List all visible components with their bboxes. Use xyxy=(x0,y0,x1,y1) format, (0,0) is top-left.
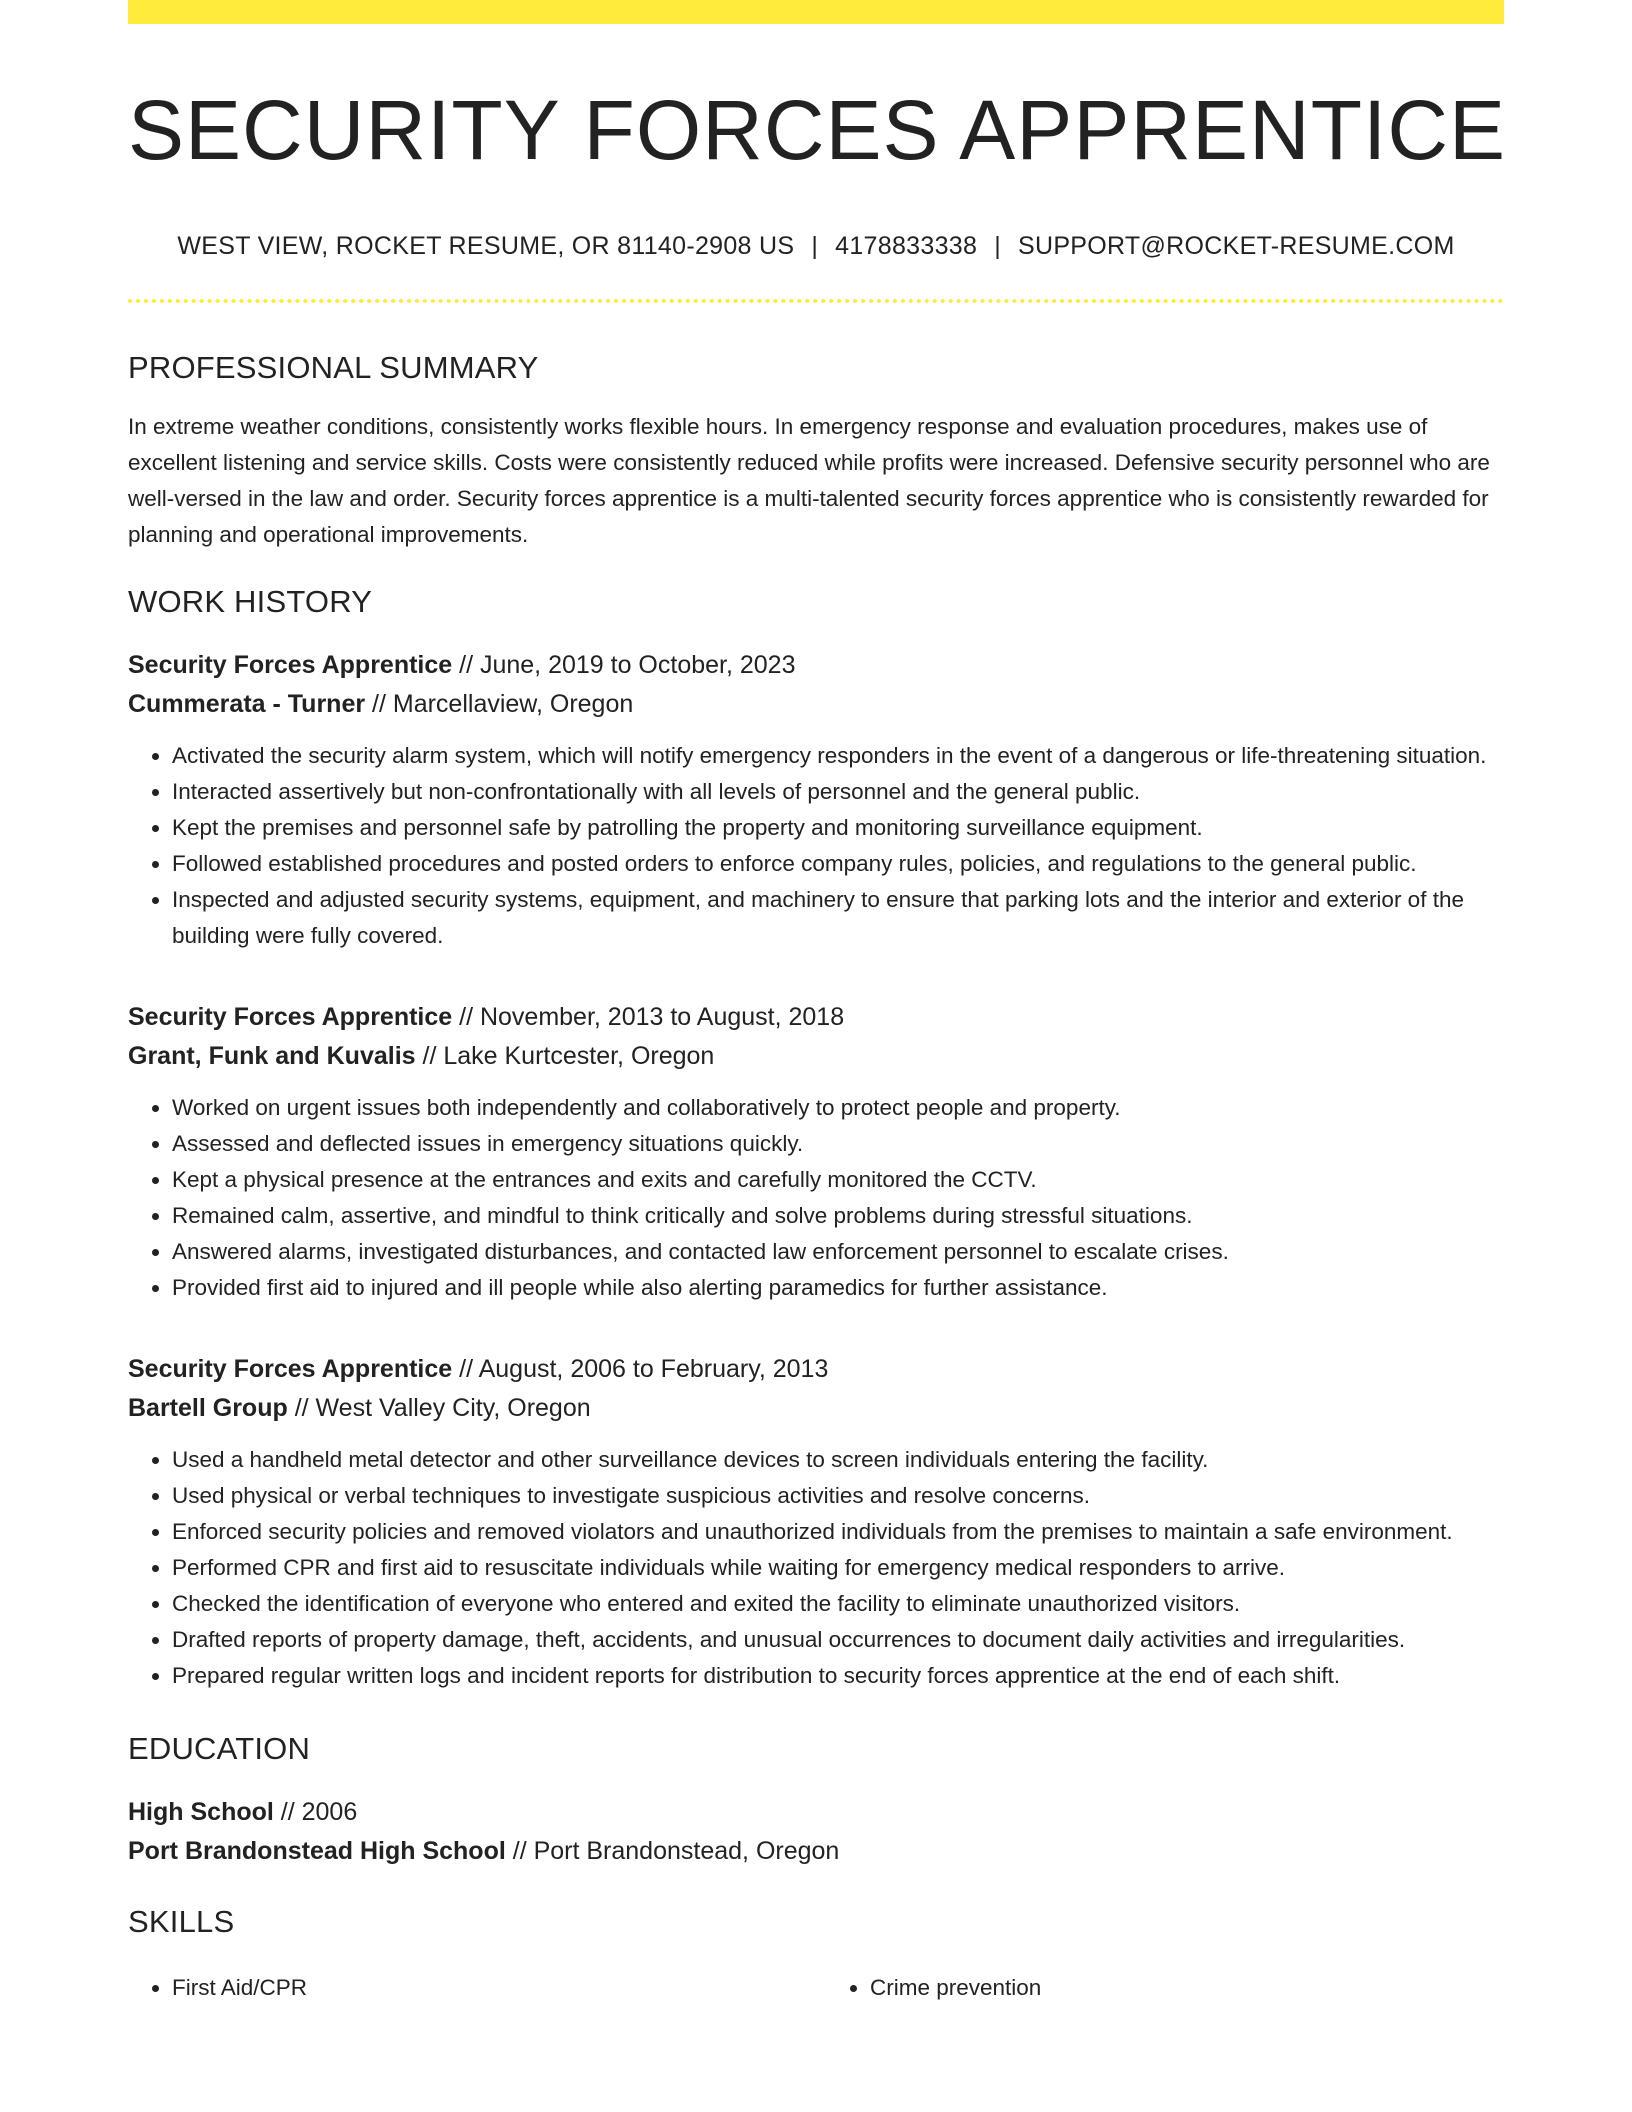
work-history-heading: WORK HISTORY xyxy=(128,583,373,619)
summary-heading: PROFESSIONAL SUMMARY xyxy=(128,350,539,386)
resume-name: SECURITY FORCES APPRENTICE xyxy=(128,83,1507,177)
job-bullet: • Kept a physical presence at the entrances and exits and carefully monitored the CCTV. xyxy=(172,1162,1504,1198)
job-entry xyxy=(128,646,1504,954)
job-role: Security Forces Apprentice xyxy=(128,1354,453,1383)
job-company: Cummerata - Turner xyxy=(128,689,366,718)
job-bullet: • Used a handheld metal detector and other surveillance devices to screen individuals entering the facility. xyxy=(172,1442,1504,1478)
education-location: // Port Brandonstead, Oregon xyxy=(505,1836,840,1865)
job-bullet: • Performed CPR and first aid to resuscitate individuals while waiting for emergency medical responders to arrive. xyxy=(172,1550,1504,1586)
education-entry xyxy=(128,1793,1504,1871)
job-bullet: • Prepared regular written logs and incident reports for distribution to security forces apprentice at the end of each shift. xyxy=(172,1658,1504,1694)
job-bullet: • Checked the identification of everyone who entered and exited the facility to eliminate unauthorized visitors. xyxy=(172,1586,1504,1622)
summary-text: In extreme weather conditions, consistently works flexible hours. In emergency response and evaluation procedures, makes use of excellent listening and service skills. Costs were consistently reduced while profits were increased. Defensive security personnel who are well-versed in the law and order. Security forces apprentice is a multi-talented security forces apprentice who is consistently rewarded for planning and operational improvements. xyxy=(128,413,1490,547)
job-company-line xyxy=(128,1389,1504,1428)
education-school: Port Brandonstead High School xyxy=(128,1836,506,1865)
resume-page xyxy=(128,0,1507,2006)
top-accent-bar xyxy=(128,0,1504,24)
skill-item: • First Aid/CPR xyxy=(172,1970,806,2006)
skills-grid xyxy=(128,1970,1504,2006)
contact-line xyxy=(128,232,1504,261)
contact-email: SUPPORT@ROCKET-RESUME.COM xyxy=(1017,232,1455,261)
job-bullet: • Followed established procedures and posted orders to enforce company rules, policies, and regulations to the general public. xyxy=(172,846,1504,882)
contact-address: WEST VIEW, ROCKET RESUME, OR 81140-2908 US xyxy=(177,232,795,261)
job-bullet: • Remained calm, assertive, and mindful to think critically and solve problems during stressful situations. xyxy=(172,1198,1504,1234)
skills-list-right xyxy=(826,1970,1504,2006)
education-degree-line xyxy=(128,1793,1504,1832)
job-bullet: • Drafted reports of property damage, theft, accidents, and unusual occurrences to document daily activities and irregularities. xyxy=(172,1622,1504,1658)
job-entry xyxy=(128,1350,1504,1694)
job-company: Grant, Funk and Kuvalis xyxy=(128,1041,416,1070)
job-title-line xyxy=(128,1350,1504,1389)
job-company: Bartell Group xyxy=(128,1393,288,1422)
job-role: Security Forces Apprentice xyxy=(128,650,453,679)
job-location: // West Valley City, Oregon xyxy=(287,1393,591,1422)
contact-separator: | xyxy=(811,232,819,261)
job-dates: // August, 2006 to February, 2013 xyxy=(452,1354,829,1383)
job-bullets xyxy=(128,1090,1504,1306)
job-location: // Marcellaview, Oregon xyxy=(365,689,634,718)
education-heading: EDUCATION xyxy=(128,1730,311,1766)
job-bullet: • Worked on urgent issues both independently and collaboratively to protect people and property. xyxy=(172,1090,1504,1126)
job-bullet: • Kept the premises and personnel safe by patrolling the property and monitoring surveillance equipment. xyxy=(172,810,1504,846)
job-entry xyxy=(128,998,1504,1306)
contact-phone: 4178833338 xyxy=(835,232,978,261)
job-dates: // November, 2013 to August, 2018 xyxy=(452,1002,845,1031)
job-title-line xyxy=(128,998,1504,1037)
job-dates: // June, 2019 to October, 2023 xyxy=(452,650,796,679)
skills-heading: SKILLS xyxy=(128,1903,235,1939)
job-bullets xyxy=(128,738,1504,954)
job-bullet: • Interacted assertively but non-confrontationally with all levels of personnel and the general public. xyxy=(172,774,1504,810)
education-year: // 2006 xyxy=(273,1797,358,1826)
job-bullet: • Activated the security alarm system, which will notify emergency responders in the event of a dangerous or life-threatening situation. xyxy=(172,738,1504,774)
job-bullets xyxy=(128,1442,1504,1694)
skills-list-left xyxy=(128,1970,806,2006)
job-bullet: • Provided first aid to injured and ill people while also alerting paramedics for further assistance. xyxy=(172,1270,1504,1306)
job-title-line xyxy=(128,646,1504,685)
job-location: // Lake Kurtcester, Oregon xyxy=(415,1041,715,1070)
job-bullet: • Enforced security policies and removed violators and unauthorized individuals from the premises to maintain a safe environment. xyxy=(172,1514,1504,1550)
job-bullet: • Inspected and adjusted security systems, equipment, and machinery to ensure that parking lots and the interior and exterior of the building were fully covered. xyxy=(172,882,1504,954)
job-role: Security Forces Apprentice xyxy=(128,1002,453,1031)
header-divider xyxy=(128,299,1504,303)
job-bullet: • Used physical or verbal techniques to investigate suspicious activities and resolve concerns. xyxy=(172,1478,1504,1514)
skill-item: • Crime prevention xyxy=(870,1970,1504,2006)
contact-separator: | xyxy=(994,232,1001,261)
job-company-line xyxy=(128,685,1504,724)
education-school-line xyxy=(128,1832,1504,1871)
job-bullet: • Answered alarms, investigated disturbances, and contacted law enforcement personnel to escalate crises. xyxy=(172,1234,1504,1270)
job-company-line xyxy=(128,1037,1504,1076)
job-bullet: • Assessed and deflected issues in emergency situations quickly. xyxy=(172,1126,1504,1162)
education-degree: High School xyxy=(128,1797,274,1826)
